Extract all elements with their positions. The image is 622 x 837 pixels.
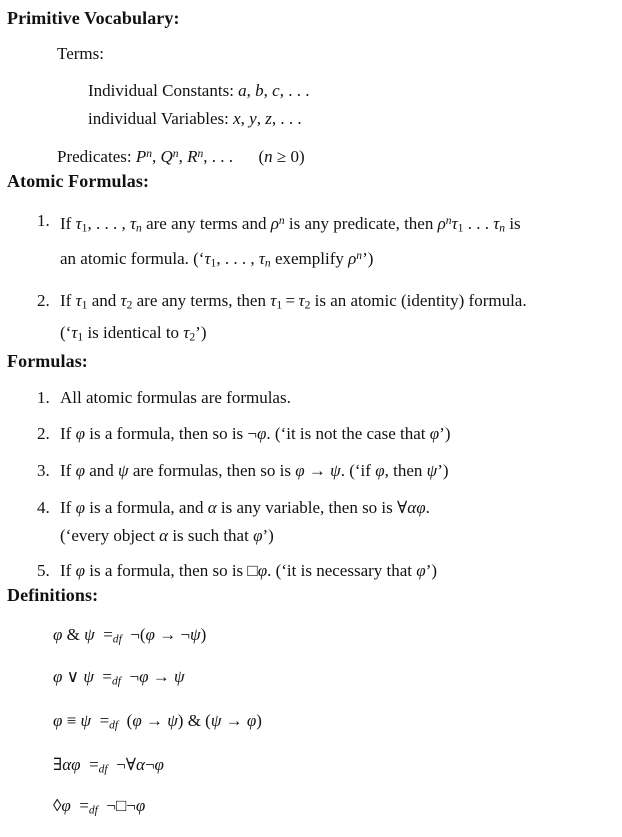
item-text <box>60 461 449 480</box>
text-segment: αφ <box>407 498 426 518</box>
text-segment: n <box>499 221 506 235</box>
text-segment: φ <box>154 755 164 775</box>
item-text <box>60 214 521 268</box>
text-segment: ψ <box>84 624 95 644</box>
text-segment: b <box>255 81 264 100</box>
text-segment: 2 <box>126 298 133 312</box>
formation-rule-5 <box>7 557 614 585</box>
text-segment: an atomic formula. (‘ <box>60 248 205 268</box>
text-segment: τ <box>493 213 500 233</box>
text-segment: , <box>240 109 250 128</box>
text-segment: (‘ <box>60 322 72 342</box>
text-segment: ψ <box>83 667 94 687</box>
text-segment: ¬( <box>121 624 146 644</box>
text-segment: ρ <box>437 213 446 233</box>
formation-rule-3 <box>7 457 614 485</box>
text-segment: ’) <box>195 322 207 342</box>
text-segment: 1 <box>77 330 84 344</box>
text-segment: φ <box>61 795 71 815</box>
text-segment: . (‘it is not the case that <box>266 424 430 444</box>
text-segment: , <box>178 146 188 166</box>
text-segment: → <box>148 667 174 687</box>
text-segment: n <box>146 147 153 160</box>
text-segment: is any predicate, then <box>284 213 438 233</box>
text-segment: φ <box>75 561 85 581</box>
text-segment: φ <box>257 424 267 444</box>
text-segment: = <box>94 624 113 644</box>
text-segment: → <box>304 460 331 480</box>
text-segment: τ <box>270 290 277 310</box>
text-segment: n <box>445 213 452 227</box>
text-segment: φ <box>75 460 85 480</box>
text-segment: is <box>505 213 521 233</box>
text-segment: ) & ( <box>177 710 211 730</box>
text-segment: z <box>265 109 272 128</box>
text-segment: φ <box>253 525 263 545</box>
text-segment: ¬ <box>144 755 155 775</box>
text-segment: α <box>136 755 145 775</box>
individual-constants-line <box>88 77 614 105</box>
text-segment: n <box>264 256 271 270</box>
text-segment: αφ <box>62 755 81 775</box>
text-segment: ’) <box>362 248 374 268</box>
text-segment: df <box>98 762 108 776</box>
item-number: 2. <box>37 290 50 310</box>
text-segment: x <box>233 109 241 128</box>
text-segment: ψ <box>426 460 438 480</box>
text-segment: c <box>272 81 280 100</box>
text-segment: φ <box>75 498 85 518</box>
text-segment: τ <box>451 213 458 233</box>
text-segment: τ <box>71 322 78 342</box>
definition-biconditional <box>53 707 614 739</box>
text-segment: , <box>256 109 266 128</box>
item-number: 2. <box>37 424 50 444</box>
text-segment: φ <box>132 710 142 730</box>
text-segment: ) <box>256 710 262 730</box>
text-segment: . (‘it is necessary that <box>267 561 417 581</box>
text-segment: ¬□¬ <box>97 795 136 815</box>
terms-label: Terms: <box>57 44 104 63</box>
text-segment: P <box>135 146 147 166</box>
item-text <box>60 424 450 443</box>
text-segment: τ <box>120 290 127 310</box>
text-segment: = <box>282 290 299 310</box>
text-segment: ψ <box>210 710 222 730</box>
atomic-rule-1 <box>7 207 614 277</box>
text-segment: τ <box>75 290 82 310</box>
text-segment: and <box>87 290 121 310</box>
text-segment: If <box>60 498 76 518</box>
text-segment: φ <box>429 424 440 444</box>
text-segment: are formulas, then so is <box>128 460 296 480</box>
text-segment: = <box>70 795 89 815</box>
text-segment: ψ <box>330 460 341 480</box>
text-segment: , . . . <box>271 109 302 128</box>
text-segment: ∃ <box>53 755 63 775</box>
text-segment: ’) <box>437 460 449 480</box>
text-segment: ¬∀ <box>107 755 136 775</box>
text-segment: ψ <box>174 667 185 687</box>
text-segment: is such that <box>168 525 254 545</box>
text-segment: , <box>152 146 161 166</box>
text-segment: and <box>84 460 119 480</box>
predicates-line <box>57 140 614 171</box>
text-segment: exemplify <box>270 248 349 268</box>
text-segment: df <box>112 632 122 646</box>
text-segment: ψ <box>167 710 178 730</box>
text-segment: is an atomic (identity) formula. <box>310 290 527 310</box>
text-segment: → <box>221 710 247 730</box>
text-segment: Q <box>160 146 173 166</box>
text-segment: is identical to <box>83 322 184 342</box>
text-segment: ρ <box>348 248 357 268</box>
text-segment: 1 <box>81 298 88 312</box>
text-segment: . (‘if <box>340 460 376 480</box>
item-number: 3. <box>37 460 50 480</box>
text-segment: 2 <box>304 298 311 312</box>
text-segment: ’) <box>439 424 451 444</box>
text-segment: df <box>88 803 98 817</box>
text-segment: (‘every object <box>60 525 160 545</box>
formation-rule-4 <box>7 494 614 549</box>
item-number: 5. <box>37 561 50 581</box>
item-text <box>60 388 291 407</box>
text-segment: τ <box>183 322 190 342</box>
text-segment: = <box>80 755 99 775</box>
text-segment: φ <box>145 624 155 644</box>
text-segment: τ <box>129 213 137 233</box>
text-segment: τ <box>298 290 305 310</box>
text-segment: φ <box>246 710 257 730</box>
text-segment: , . . . , <box>216 248 259 268</box>
text-segment: ≥ 0) <box>272 146 305 166</box>
item-number: 1. <box>37 387 50 407</box>
text-segment: φ <box>139 667 149 687</box>
heading-primitive-vocabulary: Primitive Vocabulary: <box>7 8 180 28</box>
text-segment: If <box>60 460 76 480</box>
text-segment: 2 <box>189 330 196 344</box>
atomic-rule-2 <box>7 287 614 351</box>
item-text <box>60 291 527 342</box>
text-segment: If <box>60 290 76 310</box>
item-text <box>60 498 430 545</box>
text-segment: φ <box>75 424 85 444</box>
text-segment: If <box>60 213 76 233</box>
text-segment: Individual Constants: <box>88 81 239 100</box>
text-segment: , . . . ( <box>203 146 265 166</box>
definition-possibility <box>53 792 614 824</box>
item-number: 1. <box>37 210 50 230</box>
text-segment: a <box>238 81 247 100</box>
formation-rule-1 <box>7 384 614 412</box>
item-number: 4. <box>37 498 50 518</box>
text-segment: & <box>62 624 85 644</box>
text-segment: n <box>356 248 363 262</box>
heading-atomic-formulas: Atomic Formulas: <box>7 170 150 191</box>
text-segment: , <box>246 81 256 100</box>
text-segment: τ <box>204 248 211 268</box>
text-segment: R <box>187 146 198 166</box>
text-segment: n <box>172 147 179 160</box>
text-segment: ◊ <box>53 795 62 815</box>
text-segment: φ <box>295 460 305 480</box>
text-segment: → <box>141 710 168 730</box>
text-segment: φ <box>53 667 63 687</box>
text-segment: 1 <box>457 221 464 235</box>
text-segment: y <box>249 109 257 128</box>
text-segment: ∨ <box>62 667 84 687</box>
text-segment: is a formula, then so is ¬ <box>84 424 257 444</box>
text-segment: . . . <box>463 213 494 233</box>
item-text <box>60 561 437 580</box>
text-segment: φ <box>257 561 268 581</box>
text-segment: 1 <box>210 256 217 270</box>
text-segment: = <box>93 667 113 687</box>
definition-existential <box>53 751 614 783</box>
text-segment: , . . . <box>279 81 310 100</box>
individual-variables-line <box>88 105 614 133</box>
text-segment: individual Variables: <box>88 109 234 128</box>
text-segment: ψ <box>80 710 92 730</box>
text-segment: ≡ <box>62 710 81 730</box>
text-segment: φ <box>375 460 385 480</box>
text-segment: ’) <box>425 561 438 581</box>
text-segment: is a formula, and <box>84 498 208 518</box>
text-segment: df <box>112 674 121 688</box>
text-segment: ψ <box>118 460 129 480</box>
text-segment: , . . . , <box>87 213 130 233</box>
text-segment: is a formula, then so is □ <box>84 561 258 581</box>
heading-formulas: Formulas: <box>7 350 88 371</box>
text-segment: τ <box>75 213 82 233</box>
formation-rule-2 <box>7 420 614 448</box>
text-segment: ¬ <box>121 667 140 687</box>
heading-definitions: Definitions: <box>7 584 99 605</box>
text-segment: φ <box>135 795 146 815</box>
text-segment: α <box>159 525 169 545</box>
text-segment: 1 <box>81 221 88 235</box>
definition-conjunction <box>53 621 614 653</box>
text-segment: are any terms, then <box>132 290 271 310</box>
text-segment: ) <box>200 624 207 644</box>
text-segment: n <box>197 147 204 160</box>
text-segment: α <box>207 498 217 518</box>
text-segment: φ <box>53 624 63 644</box>
text-segment: If <box>60 424 76 444</box>
atomic-formulas-list <box>7 207 614 351</box>
text-segment: 1 <box>276 298 283 312</box>
text-segment: Predicates: <box>57 146 136 166</box>
text-segment: φ <box>416 561 426 581</box>
definitions-list <box>7 621 614 824</box>
text-segment: All atomic formulas are formulas. <box>60 387 291 407</box>
text-segment: If <box>60 561 76 581</box>
text-segment: ’) <box>262 525 274 545</box>
text-segment: . <box>425 498 430 518</box>
text-segment: are any terms and <box>141 213 271 233</box>
text-segment: = <box>91 710 110 730</box>
text-segment: ρ <box>270 213 279 233</box>
text-segment: , <box>263 81 273 100</box>
text-segment: df <box>109 718 119 732</box>
text-segment: ( <box>118 710 133 730</box>
text-segment: → ¬ <box>154 624 191 644</box>
text-segment: n <box>136 221 142 235</box>
text-segment: τ <box>258 248 265 268</box>
text-segment: φ <box>53 710 63 730</box>
formation-rules-list <box>7 384 614 585</box>
definition-disjunction <box>53 663 614 695</box>
text-segment: n <box>278 213 285 227</box>
text-segment: is any variable, then so is ∀ <box>216 498 408 518</box>
text-segment: , then <box>384 460 427 480</box>
text-segment: ψ <box>190 624 201 644</box>
text-segment: n <box>264 146 273 166</box>
